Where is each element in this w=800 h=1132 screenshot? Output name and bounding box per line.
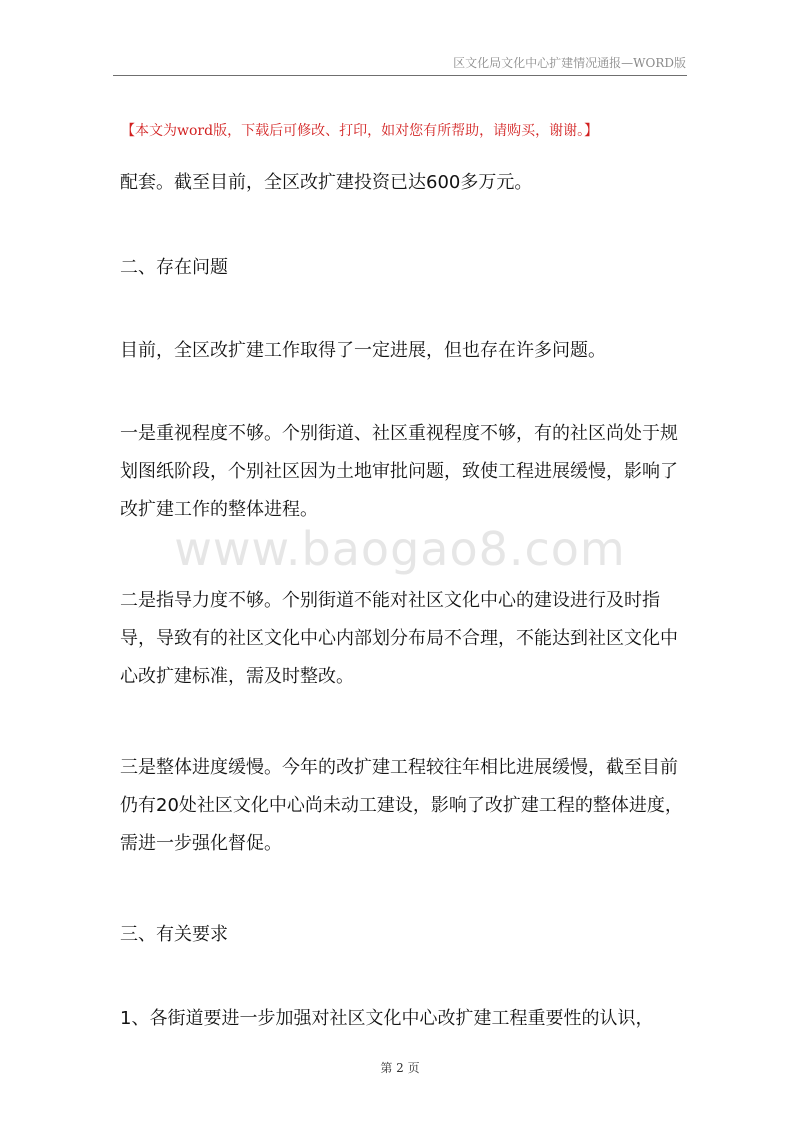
section-heading-problems: 二、存在问题 [120,257,228,278]
paragraph-requirement-1: 1、各街道要进一步加强对社区文化中心改扩建工程重要性的认识， [120,1008,654,1029]
watermark: www.baogao8.com [174,522,626,576]
paragraph-problem-1: 一是重视程度不够。个别街道、社区重视程度不够，有的社区尚处于规划图纸阶段，个别社区因为土地审批问题，致使工程进展缓慢，影响了改扩建工作的整体进程。 [120,423,678,520]
section-heading-requirements: 三、有关要求 [120,924,228,945]
paragraph-problem-3: 三是整体进度缓慢。今年的改扩建工程较往年相比进展缓慢，截至目前仍有20处社区文化中心尚未动工建设，影响了改扩建工程的整体进度，需进一步强化督促。 [120,757,683,854]
paragraph-investment: 配套。截至目前，全区改扩建投资已达600多万元。 [120,172,533,193]
download-notice: 【本文为word版，下载后可修改、打印，如对您有所帮助，请购买，谢谢。】 [121,123,599,139]
paragraph-problem-2: 二是指导力度不够。个别街道不能对社区文化中心的建设进行及时指导，导致有的社区文化中心内部划分布局不合理，不能达到社区文化中心改扩建标准，需及时整改。 [120,590,678,687]
header-title: 区文化局文化中心扩建情况通报—WORD版 [453,56,686,70]
header-divider [113,75,687,76]
paragraph-progress: 目前，全区改扩建工作取得了一定进展，但也存在许多问题。 [120,340,606,361]
page-number: 第 2 页 [380,1061,420,1075]
